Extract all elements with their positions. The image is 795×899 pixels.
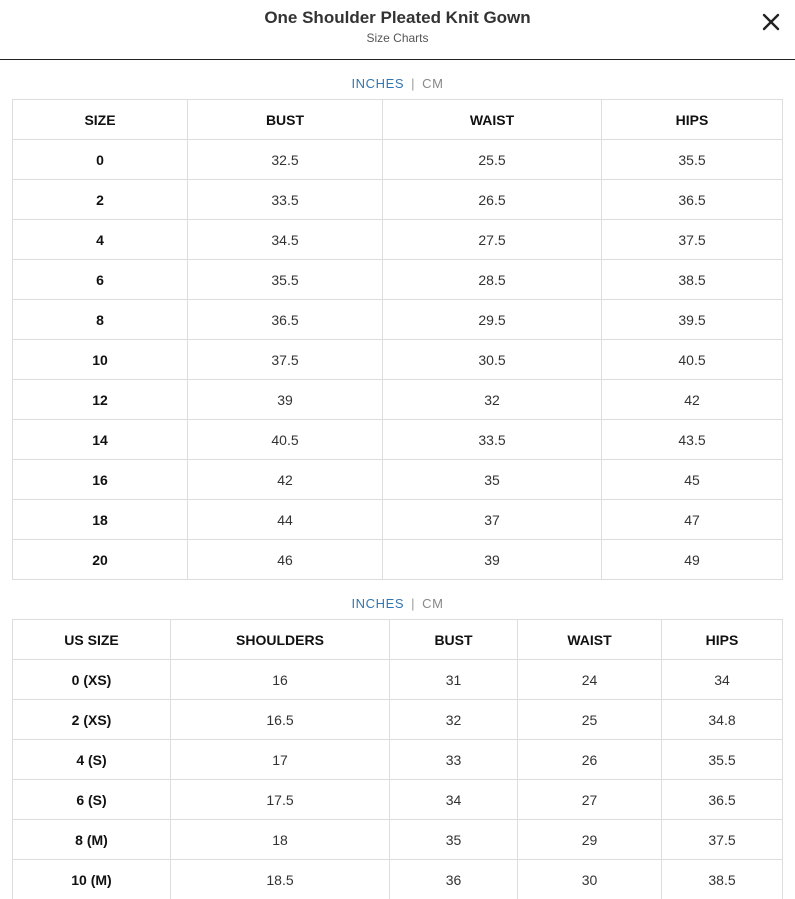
- measurement-cell: 24: [518, 660, 662, 700]
- measurement-cell: 25.5: [383, 140, 602, 180]
- size-table-1: [12, 99, 783, 580]
- measurement-cell: 44: [188, 500, 383, 540]
- measurement-cell: 16.5: [171, 700, 390, 740]
- measurement-cell: 28.5: [383, 260, 602, 300]
- table-row: [13, 780, 783, 820]
- measurement-cell: 17.5: [171, 780, 390, 820]
- size-cell: 8 (M): [13, 820, 171, 860]
- size-cell: 16: [13, 460, 188, 500]
- measurement-cell: 47: [602, 500, 783, 540]
- measurement-cell: 35.5: [188, 260, 383, 300]
- table-row: [13, 700, 783, 740]
- measurement-cell: 30.5: [383, 340, 602, 380]
- close-icon: [761, 12, 781, 32]
- size-cell: 20: [13, 540, 188, 580]
- close-button[interactable]: [761, 12, 781, 32]
- table-header-row: [13, 100, 783, 140]
- column-header: US SIZE: [13, 620, 171, 660]
- measurement-cell: 43.5: [602, 420, 783, 460]
- measurement-cell: 35: [383, 460, 602, 500]
- measurement-cell: 32: [390, 700, 518, 740]
- unit-toggle-2: [0, 596, 795, 616]
- measurement-cell: 27: [518, 780, 662, 820]
- table-row: [13, 300, 783, 340]
- size-cell: 6: [13, 260, 188, 300]
- measurement-cell: 38.5: [602, 260, 783, 300]
- measurement-cell: 36: [390, 860, 518, 899]
- measurement-cell: 34: [390, 780, 518, 820]
- unit-toggle-1: [0, 76, 795, 96]
- measurement-cell: 18: [171, 820, 390, 860]
- table-row: [13, 220, 783, 260]
- measurement-cell: 36.5: [188, 300, 383, 340]
- measurement-cell: 38.5: [662, 860, 783, 899]
- column-header: WAIST: [383, 100, 602, 140]
- size-cell: 14: [13, 420, 188, 460]
- measurement-cell: 42: [602, 380, 783, 420]
- column-header: BUST: [188, 100, 383, 140]
- measurement-cell: 25: [518, 700, 662, 740]
- table-row: [13, 460, 783, 500]
- measurement-cell: 35.5: [662, 740, 783, 780]
- modal-header: [0, 0, 795, 60]
- measurement-cell: 39: [383, 540, 602, 580]
- measurement-cell: 34.8: [662, 700, 783, 740]
- modal-subtitle: Size Charts: [366, 31, 429, 45]
- measurement-cell: 26.5: [383, 180, 602, 220]
- measurement-cell: 33.5: [188, 180, 383, 220]
- product-title: One Shoulder Pleated Knit Gown: [264, 8, 531, 27]
- measurement-cell: 18.5: [171, 860, 390, 899]
- table-row: [13, 420, 783, 460]
- size-cell: 10 (M): [13, 860, 171, 899]
- measurement-cell: 37.5: [602, 220, 783, 260]
- unit-separator-1: |: [411, 76, 416, 91]
- measurement-cell: 39.5: [602, 300, 783, 340]
- measurement-cell: 34: [662, 660, 783, 700]
- table-row: [13, 260, 783, 300]
- column-header: WAIST: [518, 620, 662, 660]
- size-cell: 2 (XS): [13, 700, 171, 740]
- unit-separator-2: |: [411, 596, 416, 611]
- table-row: [13, 740, 783, 780]
- size-cell: 0 (XS): [13, 660, 171, 700]
- measurement-cell: 33.5: [383, 420, 602, 460]
- table-row: [13, 140, 783, 180]
- table-header-row: [13, 620, 783, 660]
- size-cell: 18: [13, 500, 188, 540]
- column-header: SHOULDERS: [171, 620, 390, 660]
- measurement-cell: 26: [518, 740, 662, 780]
- measurement-cell: 37.5: [662, 820, 783, 860]
- measurement-cell: 39: [188, 380, 383, 420]
- measurement-cell: 29: [518, 820, 662, 860]
- table-row: [13, 540, 783, 580]
- size-cell: 0: [13, 140, 188, 180]
- table-row: [13, 340, 783, 380]
- measurement-cell: 36.5: [662, 780, 783, 820]
- size-cell: 10: [13, 340, 188, 380]
- measurement-cell: 31: [390, 660, 518, 700]
- size-cell: 6 (S): [13, 780, 171, 820]
- inches-toggle-1[interactable]: INCHES: [351, 76, 405, 91]
- table-row: [13, 180, 783, 220]
- measurement-cell: 42: [188, 460, 383, 500]
- measurement-cell: 49: [602, 540, 783, 580]
- measurement-cell: 29.5: [383, 300, 602, 340]
- measurement-cell: 35.5: [602, 140, 783, 180]
- measurement-cell: 45: [602, 460, 783, 500]
- size-cell: 12: [13, 380, 188, 420]
- measurement-cell: 34.5: [188, 220, 383, 260]
- column-header: HIPS: [662, 620, 783, 660]
- table-row: [13, 500, 783, 540]
- cm-toggle-2[interactable]: CM: [422, 596, 444, 611]
- measurement-cell: 17: [171, 740, 390, 780]
- size-cell: 8: [13, 300, 188, 340]
- measurement-cell: 30: [518, 860, 662, 899]
- column-header: SIZE: [13, 100, 188, 140]
- measurement-cell: 35: [390, 820, 518, 860]
- cm-toggle-1[interactable]: CM: [422, 76, 444, 91]
- measurement-cell: 32: [383, 380, 602, 420]
- measurement-cell: 40.5: [188, 420, 383, 460]
- size-cell: 2: [13, 180, 188, 220]
- table-row: [13, 860, 783, 899]
- measurement-cell: 37.5: [188, 340, 383, 380]
- measurement-cell: 46: [188, 540, 383, 580]
- measurement-cell: 32.5: [188, 140, 383, 180]
- column-header: HIPS: [602, 100, 783, 140]
- measurement-cell: 37: [383, 500, 602, 540]
- size-table-2: [12, 619, 783, 899]
- measurement-cell: 16: [171, 660, 390, 700]
- column-header: BUST: [390, 620, 518, 660]
- measurement-cell: 36.5: [602, 180, 783, 220]
- size-cell: 4 (S): [13, 740, 171, 780]
- size-cell: 4: [13, 220, 188, 260]
- table-row: [13, 820, 783, 860]
- table-row: [13, 380, 783, 420]
- inches-toggle-2[interactable]: INCHES: [351, 596, 405, 611]
- table-row: [13, 660, 783, 700]
- measurement-cell: 33: [390, 740, 518, 780]
- measurement-cell: 27.5: [383, 220, 602, 260]
- measurement-cell: 40.5: [602, 340, 783, 380]
